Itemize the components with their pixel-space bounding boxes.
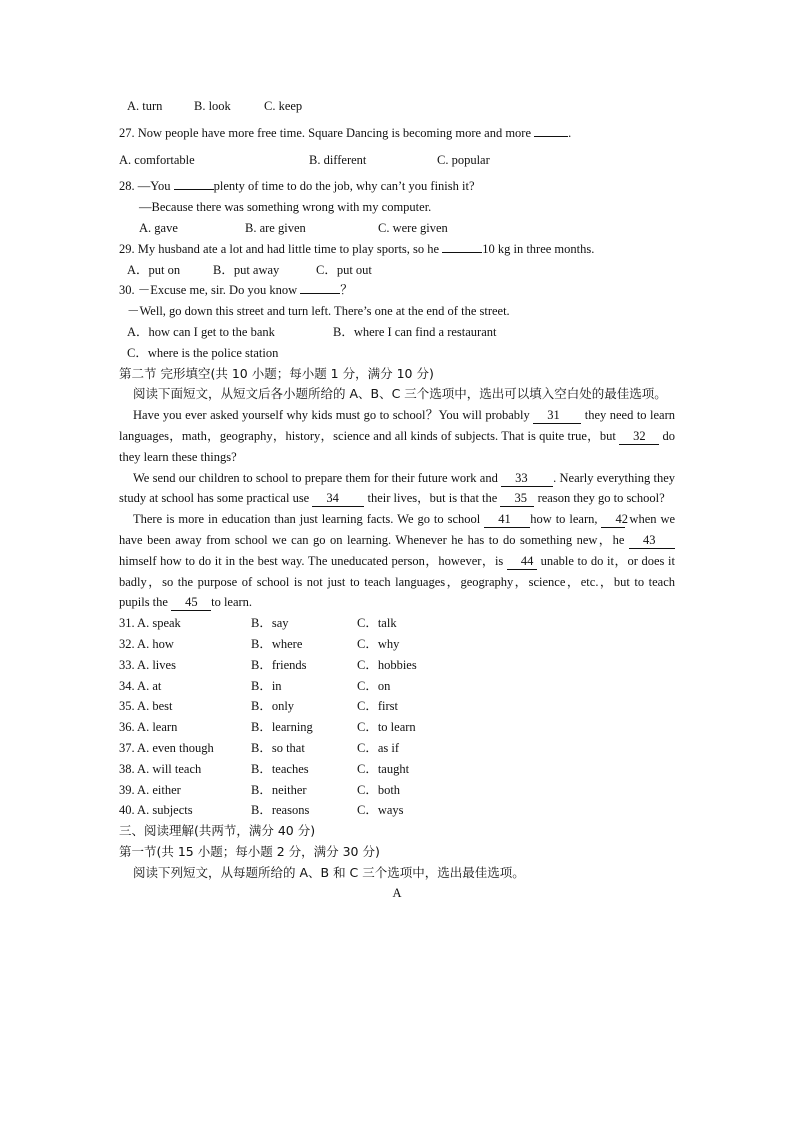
blank-32: 32	[619, 429, 659, 445]
option-row	[119, 800, 675, 821]
q28-text-b: plenty of time to do the job, why can’t you finish it?	[213, 179, 475, 194]
q27-tail: .	[568, 125, 572, 140]
option-a: 32. A. how	[119, 636, 174, 651]
blank-43: 43	[629, 533, 675, 549]
q28-options	[119, 218, 675, 239]
q30-text-a: 30. －Excuse me, sir. Do you know	[119, 283, 298, 298]
option-a: 40. A. subjects	[119, 803, 193, 818]
q27-option-b: B. different	[309, 152, 367, 167]
section2-instruction: 阅读下面短文，从短文后各小题所给的 A、B、C 三个选项中，选出可以填入空白处的最佳选项。	[133, 386, 667, 402]
option-a: 37. A. even though	[119, 740, 214, 755]
passage-text: to learn.	[211, 595, 253, 610]
passage-text: do they learn these things?	[119, 428, 676, 464]
q30-option-b: B．where I can find a restaurant	[333, 324, 497, 339]
q26-option-a: A. turn	[127, 99, 163, 113]
q27-blank	[534, 136, 568, 137]
blank-35: 35	[500, 491, 534, 507]
option-row	[119, 738, 675, 759]
passage-text: their lives，but is that the	[367, 491, 498, 506]
passage-paragraph-2	[119, 468, 675, 510]
option-c: C．why	[357, 636, 400, 651]
q30-options-ab	[119, 322, 675, 343]
option-b: B．learning	[251, 720, 313, 735]
option-a: 33. A. lives	[119, 657, 176, 672]
q29-text-a: 29. My husband ate a lot and had little time to play sports, so he	[119, 241, 440, 256]
q30-option-c: C．where is the police station	[127, 345, 279, 360]
option-c: C．ways	[357, 803, 404, 818]
q27-options	[119, 150, 675, 171]
q30-text-b: ？	[340, 283, 353, 298]
option-row	[119, 717, 675, 738]
option-c: C．talk	[357, 616, 397, 631]
q26-option-c: C. keep	[264, 99, 303, 113]
q28-option-a: A. gave	[139, 220, 178, 235]
option-a: 39. A. either	[119, 782, 181, 797]
option-c: C．both	[357, 782, 401, 797]
passage-paragraph-1	[119, 405, 675, 467]
blank-34: 34	[312, 491, 364, 507]
option-c: C．hobbies	[357, 657, 417, 672]
option-b: B．say	[251, 616, 289, 631]
passage-text: unable to do it，or does it badly，so the purpose of school is not just to teach languages，geography，science，etc.，but to teach pupils the	[119, 553, 676, 610]
option-c: C．on	[357, 678, 391, 693]
q30-stem	[119, 280, 675, 301]
q30-blank	[300, 293, 340, 294]
passage-label: A	[392, 886, 402, 901]
passage-text: himself how to do it in the best way. The uneducated person，however，is	[119, 553, 504, 568]
option-b: B．only	[251, 699, 295, 714]
section2-heading: 第二节 完形填空(共 10 小题；每小题 1 分，满分 10 分)	[119, 365, 434, 381]
q28-option-c: C. were given	[378, 220, 448, 235]
option-row	[119, 696, 675, 717]
q28-stem	[119, 176, 675, 197]
q29-option-b: B．put away	[213, 262, 280, 277]
q29-options	[119, 260, 675, 281]
q27-stem	[119, 123, 675, 144]
passage-text: how to learn,	[530, 512, 598, 527]
option-b: B．in	[251, 678, 282, 693]
q30-option-a: A．how can I get to the bank	[127, 324, 275, 339]
option-b: B．reasons	[251, 803, 310, 818]
blank-42: 42	[601, 512, 625, 528]
q28-reply: —Because there was something wrong with my computer.	[139, 200, 432, 215]
q29-text-b: 10 kg in three months.	[482, 241, 595, 256]
q29-option-c: C．put out	[316, 262, 372, 277]
blank-41: 41	[484, 512, 530, 528]
passage-text: . Nearly everything they study at school has some practical use	[119, 470, 675, 506]
section3-heading: 三、阅读理解(共两节，满分 40 分)	[119, 823, 316, 839]
option-b: B．friends	[251, 657, 307, 672]
option-b: B．teaches	[251, 761, 309, 776]
option-row	[119, 613, 675, 634]
option-c: C．as if	[357, 740, 400, 755]
option-a: 38. A. will teach	[119, 761, 202, 776]
q28-option-b: B. are given	[245, 220, 306, 235]
option-a: 35. A. best	[119, 699, 173, 714]
option-b: B．so that	[251, 740, 305, 755]
option-row	[119, 780, 675, 801]
passage-text: when we have been away from school we can go on learning. Whenever he has to do something new，he	[119, 512, 676, 547]
q28-blank	[174, 189, 214, 190]
option-a: 36. A. learn	[119, 720, 178, 735]
option-row	[119, 759, 675, 780]
exam-page	[119, 96, 675, 904]
cloze-options	[119, 613, 675, 821]
passage-paragraph-3	[119, 509, 675, 613]
q27-text: 27. Now people have more free time. Square Dancing is becoming more and more	[119, 125, 532, 140]
option-a: 34. A. at	[119, 678, 162, 693]
blank-31: 31	[533, 408, 581, 424]
q29-stem	[119, 239, 675, 260]
q26-options	[119, 96, 675, 117]
option-row	[119, 634, 675, 655]
option-c: C．to learn	[357, 720, 416, 735]
option-b: B．where	[251, 636, 303, 651]
section3-instruction: 阅读下列短文，从每题所给的 A、B 和 C 三个选项中，选出最佳选项。	[133, 864, 525, 880]
option-c: C．first	[357, 699, 398, 714]
passage-text: There is more in education than just learning facts. We go to school	[133, 512, 481, 527]
q29-option-a: A．put on	[127, 262, 181, 277]
q28-text-a: 28. —You	[119, 179, 171, 194]
blank-33: 33	[501, 471, 553, 487]
option-a: 31. A. speak	[119, 616, 181, 631]
blank-44: 44	[507, 554, 537, 570]
q26-option-b: B. look	[194, 99, 231, 113]
passage-text: Have you ever asked yourself why kids must go to school？You will probably	[133, 408, 530, 423]
option-b: B．neither	[251, 782, 307, 797]
q27-option-c: C. popular	[437, 152, 490, 167]
q27-option-a: A. comfortable	[119, 152, 195, 167]
q30-reply: －Well, go down this street and turn left. There’s one at the end of the street.	[127, 304, 510, 319]
option-row	[119, 655, 675, 676]
section3-subheading: 第一节(共 15 小题；每小题 2 分，满分 30 分)	[119, 843, 380, 859]
q29-blank	[442, 252, 482, 253]
blank-45: 45	[171, 595, 211, 611]
passage-text: reason they go to school?	[537, 491, 665, 506]
passage-text: We send our children to school to prepare them for their future work and	[133, 470, 498, 485]
option-c: C．taught	[357, 761, 410, 776]
option-row	[119, 676, 675, 697]
passage-text: they need to learn languages，math，geography，history，science and all kinds of subjects. That is quite true，but	[119, 408, 676, 443]
